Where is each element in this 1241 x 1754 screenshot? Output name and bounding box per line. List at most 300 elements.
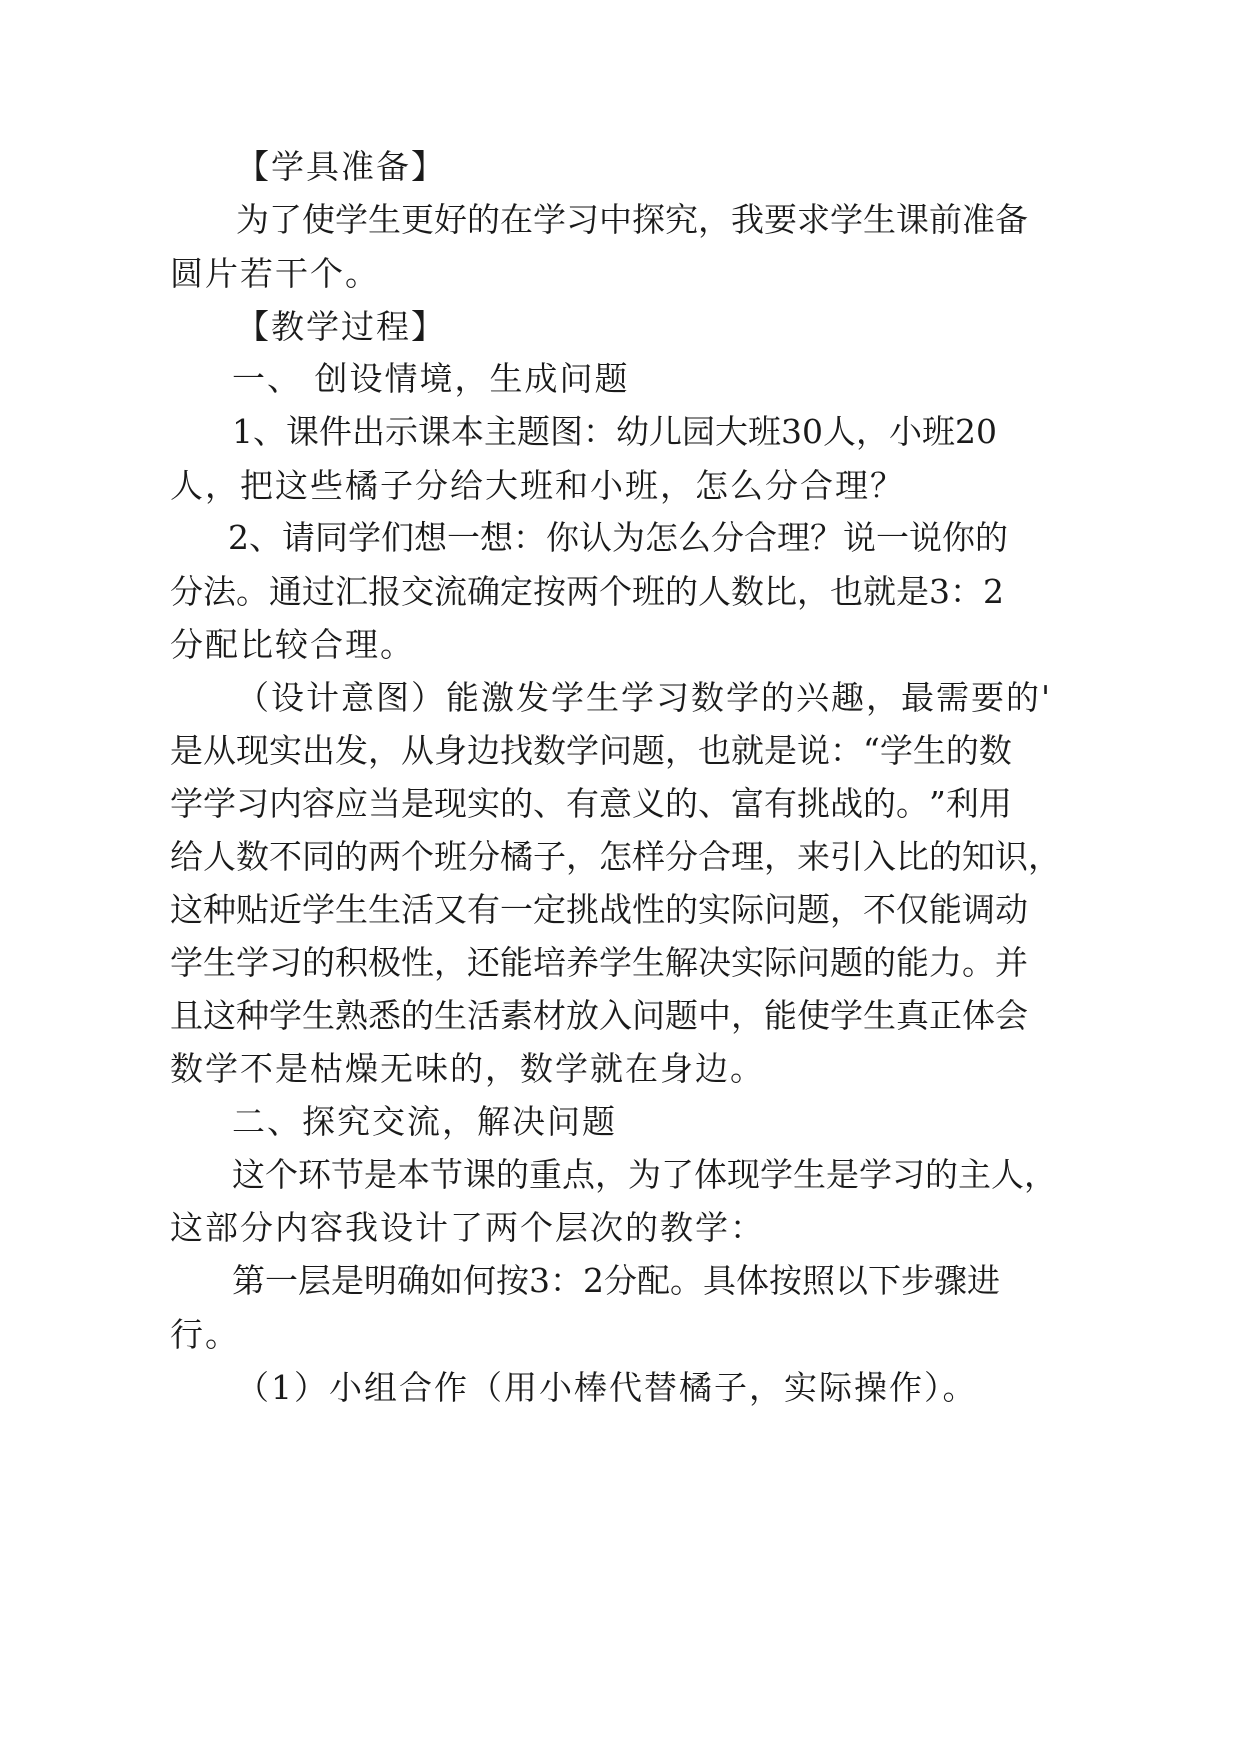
line-glyph: 2 — [983, 572, 1004, 611]
line-glyph: 为 — [628, 1155, 661, 1194]
line-glyph: 备 — [995, 200, 1028, 239]
line-glyph: 何 — [463, 1261, 496, 1300]
line-glyph: 问 — [797, 943, 830, 982]
line-glyph: 一 — [265, 1261, 298, 1300]
line-glyph: 性 — [632, 890, 665, 929]
line-glyph: 确 — [467, 572, 500, 611]
line-glyph: 学 — [533, 200, 566, 239]
line-glyph: 活 — [401, 890, 434, 929]
line-glyph: 实 — [269, 731, 302, 770]
line-glyph: 利 — [945, 784, 979, 823]
line-glyph: 下 — [868, 1261, 901, 1300]
line-glyph: 的 — [863, 784, 896, 823]
line-glyph: 生 — [793, 1155, 826, 1194]
line-glyph: 在 — [500, 200, 533, 239]
line-glyph: 习 — [892, 1155, 925, 1194]
line-glyph: 的 — [665, 890, 698, 929]
line-glyph: 的 — [665, 784, 698, 823]
line-glyph: 小 — [889, 412, 922, 451]
line-glyph: 们 — [381, 518, 414, 557]
line-glyph: 3 — [929, 572, 950, 611]
line-glyph: 照 — [802, 1261, 835, 1300]
line-glyph: 调 — [962, 890, 995, 929]
line-glyph: 有 — [566, 784, 599, 823]
line-glyph: 学 — [236, 943, 269, 982]
line-glyph: 。 — [896, 784, 929, 823]
line-glyph: ： — [550, 1261, 583, 1300]
line-glyph: 实 — [698, 890, 731, 929]
line-glyph: 流 — [434, 572, 467, 611]
line-glyph: 交 — [401, 572, 434, 611]
line-glyph: 、 — [253, 412, 286, 451]
paragraph-line — [170, 570, 1004, 614]
paragraph-line — [170, 994, 1028, 1038]
line-glyph: 按 — [496, 1261, 529, 1300]
line-glyph: 究 — [665, 200, 698, 239]
line-glyph: 会 — [995, 996, 1028, 1035]
line-glyph: 真 — [896, 996, 929, 1035]
line-glyph: 战 — [830, 784, 863, 823]
paragraph-line — [232, 410, 997, 454]
line-glyph: ， — [830, 890, 863, 929]
line-glyph: ， — [856, 412, 889, 451]
line-glyph: 出 — [352, 412, 385, 451]
line-glyph: 是 — [331, 1261, 364, 1300]
line-glyph: 第 — [232, 1261, 265, 1300]
line-glyph: 一 — [447, 518, 480, 557]
line-glyph: 的 — [975, 518, 1008, 557]
line-glyph: 一 — [500, 890, 533, 929]
line-glyph: 容 — [302, 784, 335, 823]
line-glyph: 想 — [414, 518, 447, 557]
line-glyph: 同 — [315, 518, 348, 557]
line-glyph: 配 — [637, 1261, 670, 1300]
line-glyph: ， — [698, 200, 731, 239]
line-glyph: 学 — [269, 996, 302, 1035]
line-glyph: ， — [1024, 1155, 1057, 1194]
line-glyph: 数 — [533, 731, 566, 770]
line-glyph: 数 — [236, 837, 269, 876]
line-glyph: 还 — [467, 943, 500, 982]
line-glyph: 不 — [863, 890, 896, 929]
line-glyph: 习 — [236, 784, 269, 823]
line-glyph: 以 — [835, 1261, 868, 1300]
line-glyph: 中 — [599, 200, 632, 239]
line-glyph: 怎 — [645, 518, 678, 557]
line-glyph: 本 — [451, 412, 484, 451]
line-glyph: 能 — [929, 890, 962, 929]
line-glyph: 的 — [929, 837, 962, 876]
line-glyph: 幼 — [616, 412, 649, 451]
line-glyph: 定 — [500, 572, 533, 611]
line-glyph: 同 — [302, 837, 335, 876]
line-glyph: 你 — [546, 518, 579, 557]
line-glyph: 数 — [731, 572, 764, 611]
line-glyph: 是 — [826, 1155, 859, 1194]
line-glyph: 班 — [632, 572, 665, 611]
line-glyph: 了 — [269, 200, 302, 239]
line-glyph: 人 — [698, 572, 731, 611]
line-glyph: 确 — [397, 1261, 430, 1300]
line-glyph: 识 — [995, 837, 1028, 876]
line-glyph: 学 — [830, 200, 863, 239]
paragraph-line — [170, 835, 1061, 879]
line-glyph: 生 — [302, 996, 335, 1035]
line-glyph: 能 — [896, 943, 929, 982]
line-glyph: 探 — [632, 200, 665, 239]
line-glyph: 从 — [401, 731, 434, 770]
line-glyph: 现 — [236, 731, 269, 770]
line-glyph: 。 — [236, 572, 269, 611]
line-glyph: 、 — [533, 784, 566, 823]
line-glyph: ， — [665, 731, 698, 770]
line-glyph: 个 — [599, 572, 632, 611]
section-heading: 二、探究交流，解决问题 — [232, 1102, 617, 1141]
line-glyph: 数 — [978, 731, 1012, 770]
line-glyph: 的 — [496, 1155, 529, 1194]
line-glyph: 你 — [942, 518, 975, 557]
line-glyph: 生 — [863, 996, 896, 1035]
line-glyph: 生 — [912, 731, 946, 770]
line-glyph: 入 — [599, 996, 632, 1035]
line-glyph: 生 — [368, 200, 401, 239]
line-glyph: ， — [368, 731, 401, 770]
line-glyph: 素 — [500, 996, 533, 1035]
line-glyph: 按 — [533, 572, 566, 611]
line-glyph: 子 — [533, 837, 566, 876]
line-glyph: 身 — [434, 731, 467, 770]
line-glyph: 是 — [401, 784, 434, 823]
line-glyph: 分 — [467, 837, 500, 876]
line-glyph: 理 — [777, 518, 810, 557]
line-glyph: 使 — [797, 996, 830, 1035]
section-heading: 一、 创设情境，生成问题 — [232, 359, 630, 398]
paragraph-line: 分配比较合理。 — [170, 625, 415, 664]
line-glyph: 件 — [319, 412, 352, 451]
paragraph-line — [232, 1153, 1057, 1197]
line-glyph: 挑 — [566, 890, 599, 929]
line-glyph: 生 — [335, 890, 368, 929]
line-glyph: 的 — [302, 943, 335, 982]
line-glyph: 实 — [731, 943, 764, 982]
line-glyph: 我 — [731, 200, 764, 239]
line-glyph: 要 — [764, 200, 797, 239]
line-glyph: 这 — [203, 996, 236, 1035]
line-glyph: 仅 — [896, 890, 929, 929]
line-glyph: 这 — [232, 1155, 265, 1194]
line-glyph: 班 — [434, 837, 467, 876]
line-glyph: 重 — [529, 1155, 562, 1194]
line-glyph: 具 — [703, 1261, 736, 1300]
line-glyph: 挑 — [797, 784, 830, 823]
line-glyph: 是 — [896, 572, 929, 611]
line-glyph: 解 — [665, 943, 698, 982]
line-glyph: 、 — [698, 784, 731, 823]
line-glyph: 当 — [368, 784, 401, 823]
line-glyph: ？ — [810, 518, 843, 557]
line-glyph: 也 — [830, 572, 863, 611]
line-glyph: 且 — [170, 996, 203, 1035]
line-glyph: 大 — [715, 412, 748, 451]
line-glyph: 样 — [632, 837, 665, 876]
heading-study-tools: 【学具准备】 — [236, 147, 446, 186]
line-glyph: 有 — [764, 784, 797, 823]
line-glyph: 熟 — [335, 996, 368, 1035]
line-glyph: 就 — [731, 731, 764, 770]
line-glyph: 积 — [335, 943, 368, 982]
line-glyph: 一 — [876, 518, 909, 557]
line-glyph: ， — [797, 572, 830, 611]
design-intent-line: （设计意图）能激发学生学习数学的兴趣，最需要的' — [236, 678, 1053, 717]
line-glyph: 义 — [632, 784, 665, 823]
line-glyph: 是 — [170, 731, 203, 770]
line-glyph: 人 — [203, 837, 236, 876]
line-glyph: 决 — [698, 943, 731, 982]
line-glyph: 2 — [583, 1261, 604, 1300]
line-glyph: 节 — [430, 1155, 463, 1194]
line-glyph: 说 — [843, 518, 876, 557]
line-glyph: 课 — [896, 200, 929, 239]
paragraph-line: 这部分内容我设计了两个层次的教学： — [170, 1208, 765, 1247]
line-glyph: 两 — [566, 572, 599, 611]
line-glyph: 力 — [929, 943, 962, 982]
paragraph-line: 数学不是枯燥无味的，数学就在身边。 — [170, 1049, 765, 1088]
line-glyph: 通 — [269, 572, 302, 611]
line-glyph: 课 — [463, 1155, 496, 1194]
paragraph-line — [170, 941, 1028, 985]
line-glyph: 主 — [484, 412, 517, 451]
line-glyph: 际 — [731, 890, 764, 929]
line-glyph: ， — [764, 837, 797, 876]
line-glyph: 本 — [397, 1155, 430, 1194]
line-glyph: 求 — [797, 200, 830, 239]
line-glyph: 两 — [368, 837, 401, 876]
line-glyph: 合 — [744, 518, 777, 557]
line-glyph: 学 — [302, 890, 335, 929]
line-glyph: 问 — [764, 890, 797, 929]
line-glyph: 图 — [550, 412, 583, 451]
line-glyph: 层 — [298, 1261, 331, 1300]
line-glyph: 示 — [385, 412, 418, 451]
line-glyph: 的 — [500, 784, 533, 823]
paragraph-line: 行。 — [170, 1315, 240, 1354]
line-glyph: 生 — [368, 890, 401, 929]
line-glyph: 有 — [467, 890, 500, 929]
line-glyph: ： — [830, 731, 863, 770]
line-glyph: 用 — [978, 784, 1012, 823]
line-glyph: 分 — [665, 837, 698, 876]
line-glyph: 橘 — [500, 837, 533, 876]
line-glyph: 比 — [896, 837, 929, 876]
line-glyph: ， — [434, 943, 467, 982]
line-glyph: 这 — [170, 890, 203, 929]
line-glyph: 学 — [760, 1155, 793, 1194]
line-glyph: 认 — [579, 518, 612, 557]
line-glyph: 题 — [665, 996, 698, 1035]
line-glyph: 法 — [203, 572, 236, 611]
line-glyph: 理 — [731, 837, 764, 876]
line-glyph: 的 — [467, 200, 500, 239]
line-glyph: 3 — [529, 1261, 550, 1300]
line-glyph: 的 — [665, 572, 698, 611]
heading-teaching-process: 【教学过程】 — [236, 307, 446, 346]
line-glyph: 富 — [731, 784, 764, 823]
line-glyph: 找 — [500, 731, 533, 770]
line-glyph: 节 — [331, 1155, 364, 1194]
line-glyph: 课 — [418, 412, 451, 451]
line-glyph: 并 — [995, 943, 1028, 982]
line-glyph: 体 — [736, 1261, 769, 1300]
line-glyph: 从 — [203, 731, 236, 770]
line-glyph: 学 — [348, 518, 381, 557]
paragraph-line — [170, 888, 1028, 932]
line-glyph: 题 — [797, 890, 830, 929]
line-glyph: 。 — [670, 1261, 703, 1300]
line-glyph: ， — [566, 837, 599, 876]
line-glyph: 如 — [430, 1261, 463, 1300]
line-glyph: 分 — [170, 572, 203, 611]
paragraph-line — [236, 198, 1028, 242]
line-glyph: 生 — [632, 943, 665, 982]
line-glyph: 学 — [203, 784, 236, 823]
line-glyph: 中 — [698, 996, 731, 1035]
line-glyph: 准 — [962, 200, 995, 239]
line-glyph: 给 — [170, 837, 203, 876]
line-glyph: 生 — [434, 996, 467, 1035]
line-glyph: 人 — [991, 1155, 1024, 1194]
line-glyph: 合 — [698, 837, 731, 876]
line-glyph: 进 — [967, 1261, 1000, 1300]
line-glyph: 想 — [480, 518, 513, 557]
line-glyph: 生 — [863, 200, 896, 239]
line-glyph: 的 — [925, 1155, 958, 1194]
line-glyph: 好 — [434, 200, 467, 239]
line-glyph: 请 — [282, 518, 315, 557]
line-glyph: 是 — [764, 731, 797, 770]
line-glyph: 人 — [823, 412, 856, 451]
line-glyph: 放 — [566, 996, 599, 1035]
line-glyph: 说 — [797, 731, 830, 770]
line-glyph: 生 — [203, 943, 236, 982]
line-glyph: 更 — [401, 200, 434, 239]
line-glyph: 学 — [879, 731, 913, 770]
line-glyph: 种 — [236, 996, 269, 1035]
line-glyph: 近 — [269, 890, 302, 929]
line-glyph: 的 — [863, 943, 896, 982]
line-glyph: ： — [513, 518, 546, 557]
line-glyph: 1 — [232, 412, 253, 451]
line-glyph: 边 — [467, 731, 500, 770]
line-glyph: 能 — [500, 943, 533, 982]
line-glyph: 学 — [566, 731, 599, 770]
line-glyph: 报 — [368, 572, 401, 611]
line-glyph: 点 — [562, 1155, 595, 1194]
line-glyph: 班 — [922, 412, 955, 451]
line-glyph: 定 — [533, 890, 566, 929]
line-glyph: 30 — [781, 412, 823, 451]
line-glyph: 学 — [170, 784, 203, 823]
line-glyph: 过 — [302, 572, 335, 611]
line-glyph: 题 — [830, 943, 863, 982]
paragraph-line — [228, 516, 1008, 560]
paragraph-line — [170, 729, 1012, 773]
line-glyph: 骤 — [934, 1261, 967, 1300]
line-glyph: 来 — [797, 837, 830, 876]
line-glyph: 怎 — [599, 837, 632, 876]
line-glyph: 也 — [698, 731, 731, 770]
line-glyph: 了 — [661, 1155, 694, 1194]
line-glyph: 能 — [764, 996, 797, 1035]
line-glyph: 习 — [269, 943, 302, 982]
line-glyph: 体 — [694, 1155, 727, 1194]
line-glyph: 步 — [901, 1261, 934, 1300]
line-glyph: 20 — [955, 412, 997, 451]
line-glyph: ， — [595, 1155, 628, 1194]
line-glyph: 悉 — [368, 996, 401, 1035]
line-glyph: 极 — [368, 943, 401, 982]
line-glyph: ， — [731, 996, 764, 1035]
line-glyph: 是 — [364, 1155, 397, 1194]
line-glyph: 贴 — [236, 890, 269, 929]
line-glyph: 不 — [269, 837, 302, 876]
line-glyph: 种 — [203, 890, 236, 929]
line-glyph: 么 — [678, 518, 711, 557]
line-glyph: 意 — [599, 784, 632, 823]
line-glyph: 正 — [929, 996, 962, 1035]
line-glyph: 问 — [632, 996, 665, 1035]
line-glyph: 题 — [517, 412, 550, 451]
line-glyph: 分 — [711, 518, 744, 557]
line-glyph: 园 — [682, 412, 715, 451]
line-glyph: 儿 — [649, 412, 682, 451]
line-glyph: 性 — [401, 943, 434, 982]
line-glyph: 问 — [599, 731, 632, 770]
line-glyph: 体 — [962, 996, 995, 1035]
line-glyph: 课 — [286, 412, 319, 451]
line-glyph: 题 — [632, 731, 665, 770]
line-glyph: 学 — [859, 1155, 892, 1194]
line-glyph: 养 — [566, 943, 599, 982]
line-glyph: 引 — [830, 837, 863, 876]
line-glyph: 应 — [335, 784, 368, 823]
line-glyph: 活 — [467, 996, 500, 1035]
line-glyph: 的 — [335, 837, 368, 876]
line-glyph: ” — [929, 784, 946, 823]
line-glyph: 个 — [265, 1155, 298, 1194]
line-glyph: 说 — [909, 518, 942, 557]
line-glyph: 的 — [401, 996, 434, 1035]
line-glyph: 。 — [962, 943, 995, 982]
line-glyph: 分 — [604, 1261, 637, 1300]
line-glyph: 使 — [302, 200, 335, 239]
paragraph-line — [170, 782, 1012, 826]
line-glyph: 学 — [830, 996, 863, 1035]
line-glyph: 学 — [335, 200, 368, 239]
line-glyph: 现 — [434, 784, 467, 823]
line-glyph: ， — [1028, 837, 1061, 876]
line-glyph: “ — [863, 731, 880, 770]
line-glyph: 学 — [599, 943, 632, 982]
line-glyph: ： — [950, 572, 983, 611]
line-glyph: 班 — [748, 412, 781, 451]
line-glyph: 动 — [995, 890, 1028, 929]
line-glyph: 的 — [945, 731, 979, 770]
line-glyph: 际 — [764, 943, 797, 982]
line-glyph: 现 — [727, 1155, 760, 1194]
paragraph-line: 人，把这些橘子分给大班和小班，怎么分合理？ — [170, 466, 905, 505]
line-glyph: 个 — [401, 837, 434, 876]
line-glyph: 又 — [434, 890, 467, 929]
